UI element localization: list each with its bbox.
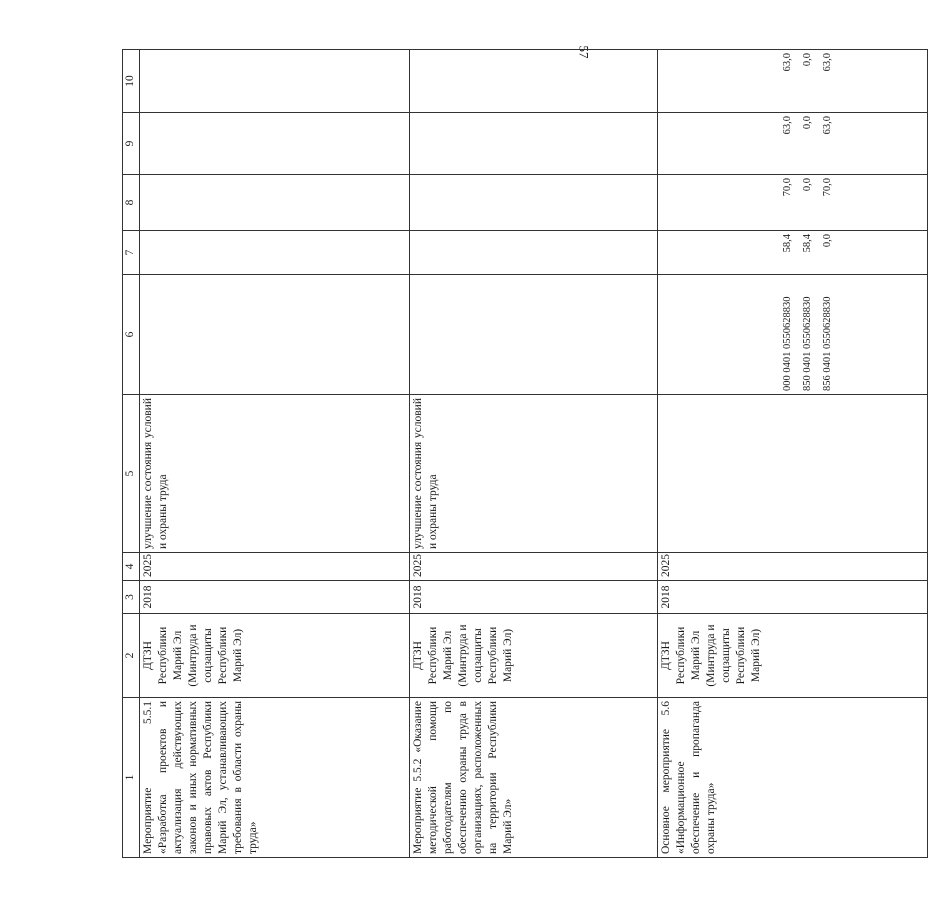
column-header: 3 <box>123 581 140 614</box>
value-col8: 70,0 <box>782 178 793 197</box>
executor-cell: ДТЗН Республики Марий Эл (Минтруда и соцзащиты Республики Марий Эл) <box>410 614 658 698</box>
value-col8-cell <box>410 175 658 231</box>
column-header: 7 <box>123 231 140 275</box>
value-col9: 63,0 <box>782 116 793 135</box>
value-col10-cell <box>410 50 658 113</box>
column-header: 6 <box>123 275 140 395</box>
column-header: 1 <box>123 698 140 858</box>
value-col8: 0,0 <box>802 178 813 192</box>
budget-code: 000 0401 0550628830 <box>782 296 793 391</box>
value-col10-cell <box>140 50 410 113</box>
executor-cell: ДТЗН Республики Марий Эл (Минтруда и соцзащиты Республики Марий Эл) <box>658 614 928 698</box>
executor-cell: ДТЗН Республики Марий Эл (Минтруда и соцзащиты Республики Марий Эл) <box>140 614 410 698</box>
value-col9-cell <box>410 113 658 175</box>
budget-code-cell <box>658 275 928 395</box>
value-col10: 63,0 <box>822 53 833 72</box>
end-year-cell: 2025 <box>140 553 410 581</box>
value-col7-cell <box>410 231 658 275</box>
column-header: 5 <box>123 395 140 553</box>
column-header: 8 <box>123 175 140 231</box>
column-header: 9 <box>123 113 140 175</box>
value-col7: 58,4 <box>802 234 813 253</box>
measure-name-cell: Основное мероприятие 5.6 «Информационное обеспечение и пропаганда охраны труда» <box>658 698 928 858</box>
value-col8-cell <box>140 175 410 231</box>
measure-name-cell: Мероприятие 5.5.1 «Разработка проектов и актуализация действующих законов и иных нормативных правовых актов Республики Марий Эл, устанавливающих требования в области охраны труда» <box>140 698 410 858</box>
value-col8: 70,0 <box>822 178 833 197</box>
value-col7: 0,0 <box>822 234 833 248</box>
value-col7-cell <box>658 231 928 275</box>
column-number-row <box>123 50 140 858</box>
program-measures-table <box>122 49 928 858</box>
value-col7-cell <box>140 231 410 275</box>
table-row <box>140 50 410 858</box>
table-row <box>658 50 928 858</box>
budget-code: 850 0401 0550628830 <box>802 296 813 391</box>
value-col9-cell <box>140 113 410 175</box>
rotated-table-container <box>122 50 833 858</box>
budget-code: 856 0401 0550628830 <box>822 296 833 391</box>
table-row <box>410 50 658 858</box>
measure-name-cell: Мероприятие 5.5.2 «Оказание методической помощи работодателям по обеспечению охраны труда в организациях, расположенных на территории Республики Марий Эл» <box>410 698 658 858</box>
start-year-cell: 2018 <box>658 581 928 614</box>
value-col10-cell <box>658 50 928 113</box>
value-col9-cell <box>658 113 928 175</box>
budget-code-cell <box>140 275 410 395</box>
page-number: 57 <box>576 45 592 59</box>
start-year-cell: 2018 <box>410 581 658 614</box>
end-year-cell: 2025 <box>658 553 928 581</box>
value-col10: 0,0 <box>802 53 813 67</box>
column-header: 2 <box>123 614 140 698</box>
column-header: 10 <box>123 50 140 113</box>
column-header: 4 <box>123 553 140 581</box>
value-col10: 63,0 <box>782 53 793 72</box>
end-year-cell: 2025 <box>410 553 658 581</box>
value-col9: 0,0 <box>802 116 813 130</box>
expected-result-cell <box>658 395 928 553</box>
expected-result-cell: улучшение состояния условий и охраны труда <box>140 395 410 553</box>
expected-result-cell: улучшение состояния условий и охраны труда <box>410 395 658 553</box>
value-col7: 58,4 <box>782 234 793 253</box>
start-year-cell: 2018 <box>140 581 410 614</box>
value-col8-cell <box>658 175 928 231</box>
table-body <box>140 50 928 858</box>
budget-code-cell <box>410 275 658 395</box>
value-col9: 63,0 <box>822 116 833 135</box>
